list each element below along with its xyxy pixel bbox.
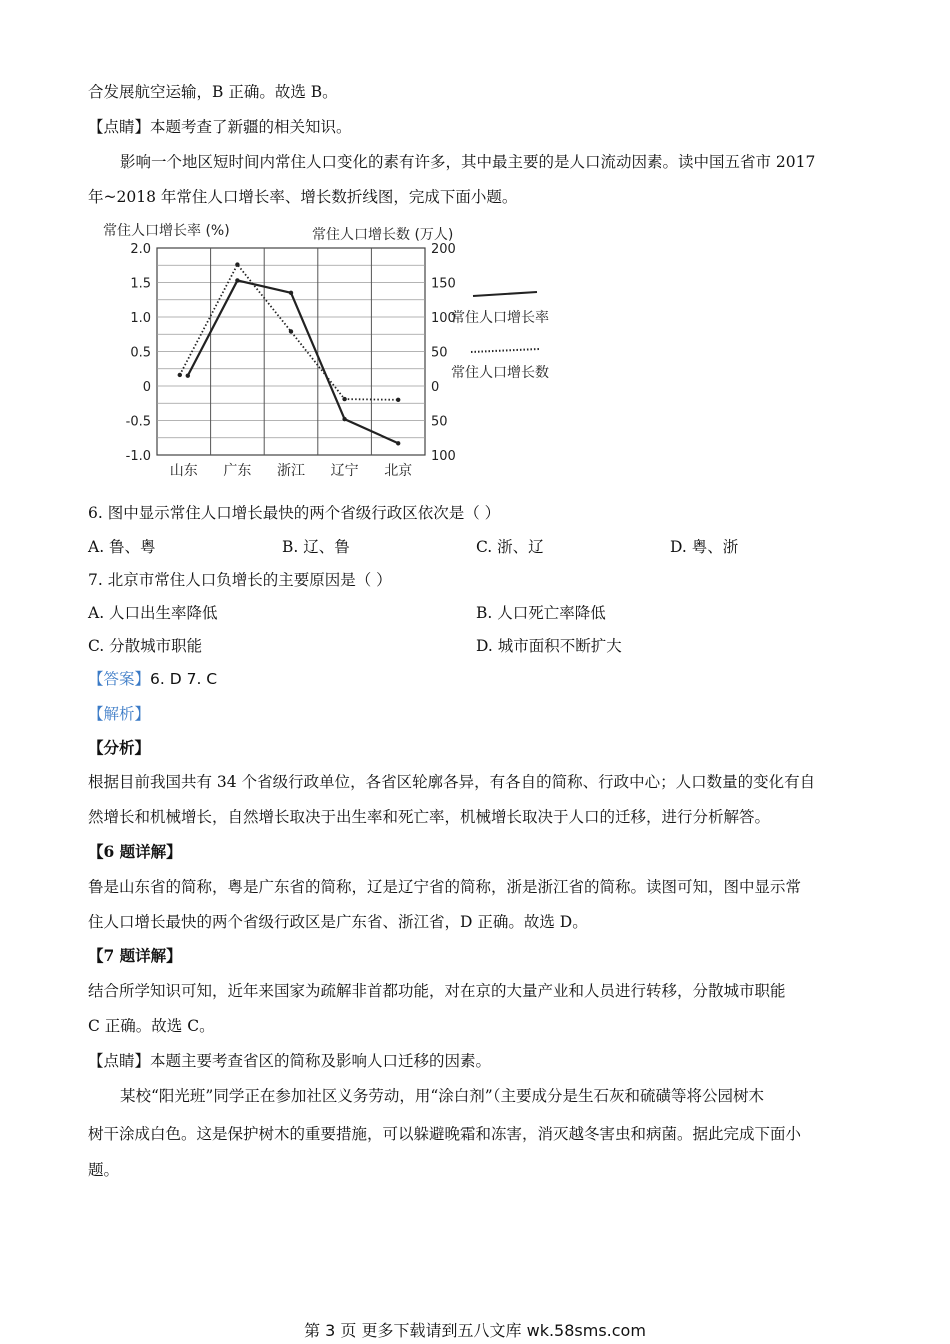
right-tick-label: 100: [431, 449, 456, 464]
point-rate: [235, 278, 239, 282]
detail-7-line-2: C 正确。故选 C。: [88, 1017, 215, 1035]
question-7: 7. 北京市常住人口负增长的主要原因是（ ）: [88, 571, 392, 589]
left-axis-label: 常住人口增长率 (%): [103, 223, 230, 239]
fenxi-line-2: 然增长和机械增长，自然增长取决于出生率和死亡率，机械增长取决于人口的迁移，进行分析解答。: [88, 808, 771, 826]
right-tick-label: 100: [431, 311, 456, 326]
detail-7-line-1: 结合所学知识可知，近年来国家为疏解非首都功能，对在京的大量产业和人员进行转移，分散城市职能: [88, 982, 786, 1000]
right-axis-label: 常住人口增长数 (万人): [312, 227, 454, 243]
point-count: [396, 398, 400, 402]
answer-line: [88, 667, 217, 689]
dianjing-line: 【点睛】本题考查了新疆的相关知识。: [88, 118, 352, 136]
detail-6-heading: 【6 题详解】: [88, 842, 182, 861]
answer-tag: 【答案】: [88, 670, 151, 688]
point-count: [289, 329, 293, 333]
left-tick-label: 1.5: [130, 276, 151, 292]
point-rate: [289, 291, 293, 295]
right-tick-label: 50: [431, 345, 448, 361]
left-tick-label: 0: [142, 380, 151, 395]
left-tick-label: 1.0: [130, 311, 151, 326]
question-intro-line-2: 年~2018 年常住人口增长率、增长数折线图，完成下面小题。: [88, 188, 518, 206]
legend-solid-swatch: [473, 292, 537, 296]
text-line: 合发展航空运输，B 正确。故选 B。: [88, 83, 338, 101]
category-label: 浙江: [277, 463, 305, 479]
population-growth-chart: [95, 215, 595, 490]
left-tick-label: 0.5: [130, 345, 151, 361]
detail-6-line-2: 住人口增长最快的两个省级行政区是广东省、浙江省，D 正确。故选 D。: [88, 913, 588, 931]
answer-text: 6. D 7. C: [150, 670, 218, 688]
q6-option-c[interactable]: C. 浙、辽: [476, 538, 544, 556]
legend-label-rate: 常住人口增长率: [451, 310, 549, 326]
q7-option-d[interactable]: D. 城市面积不断扩大: [476, 637, 622, 655]
paragraph-line-2: 树干涂成白色。这是保护树木的重要措施，可以躲避晚霜和冻害，消灭越冬害虫和病菌。据此完成下面小: [88, 1125, 802, 1143]
left-tick-label: 2.0: [130, 242, 151, 257]
page-footer: 第 3 页 更多下载请到五八文库 wk.58sms.com: [304, 1321, 646, 1340]
point-count: [178, 373, 182, 377]
fenxi-line-1: 根据目前我国共有 34 个省级行政单位，各省区轮廓各异，有各自的简称、行政中心；人口数量的变化有自: [88, 773, 816, 791]
detail-7-heading: 【7 题详解】: [88, 946, 182, 965]
category-label: 山东: [169, 463, 198, 479]
q6-option-b[interactable]: B. 辽、鲁: [282, 538, 350, 556]
point-rate: [186, 373, 190, 377]
paragraph-line-3: 题。: [88, 1161, 120, 1179]
category-label: 广东: [223, 463, 252, 479]
q7-option-c[interactable]: C. 分散城市职能: [88, 637, 203, 655]
analysis-tag: 【解析】: [88, 705, 151, 723]
legend-dotted-swatch: [471, 349, 539, 352]
paragraph-line-1: 某校“阳光班”同学正在参加社区义务劳动，用“涂白剂”（主要成分是生石灰和硫磺等将公园树木: [120, 1087, 764, 1105]
q6-option-d[interactable]: D. 粤、浙: [670, 538, 739, 556]
q7-option-b[interactable]: B. 人口死亡率降低: [476, 604, 606, 622]
question-intro-line-1: 影响一个地区短时间内常住人口变化的素有许多，其中最主要的是人口流动因素。读中国五省市 2017: [120, 153, 816, 171]
category-label: 北京: [384, 463, 413, 479]
right-tick-label: 200: [431, 242, 456, 257]
series-line-rate: [188, 280, 398, 443]
fenxi-heading: 【分析】: [88, 738, 151, 757]
question-6: 6. 图中显示常住人口增长最快的两个省级行政区依次是（ ）: [88, 504, 501, 522]
q7-option-a[interactable]: A. 人口出生率降低: [88, 604, 218, 622]
q6-option-a[interactable]: A. 鲁、粤: [88, 538, 156, 556]
right-tick-label: 0: [431, 380, 440, 395]
right-tick-label: 50: [431, 414, 448, 430]
legend-label-count: 常住人口增长数: [451, 365, 549, 381]
point-count: [235, 262, 239, 266]
dianjing-2: 【点睛】本题主要考查省区的简称及影响人口迁移的因素。: [88, 1052, 492, 1070]
right-tick-label: 150: [431, 276, 456, 292]
left-tick-label: -1.0: [125, 449, 151, 464]
point-rate: [396, 441, 400, 445]
point-count: [342, 397, 346, 401]
left-tick-label: -0.5: [125, 414, 151, 430]
point-rate: [342, 417, 346, 421]
detail-6-line-1: 鲁是山东省的简称，粤是广东省的简称，辽是辽宁省的简称，浙是浙江省的简称。读图可知，图中显示常: [88, 878, 802, 896]
category-label: 辽宁: [330, 463, 359, 479]
